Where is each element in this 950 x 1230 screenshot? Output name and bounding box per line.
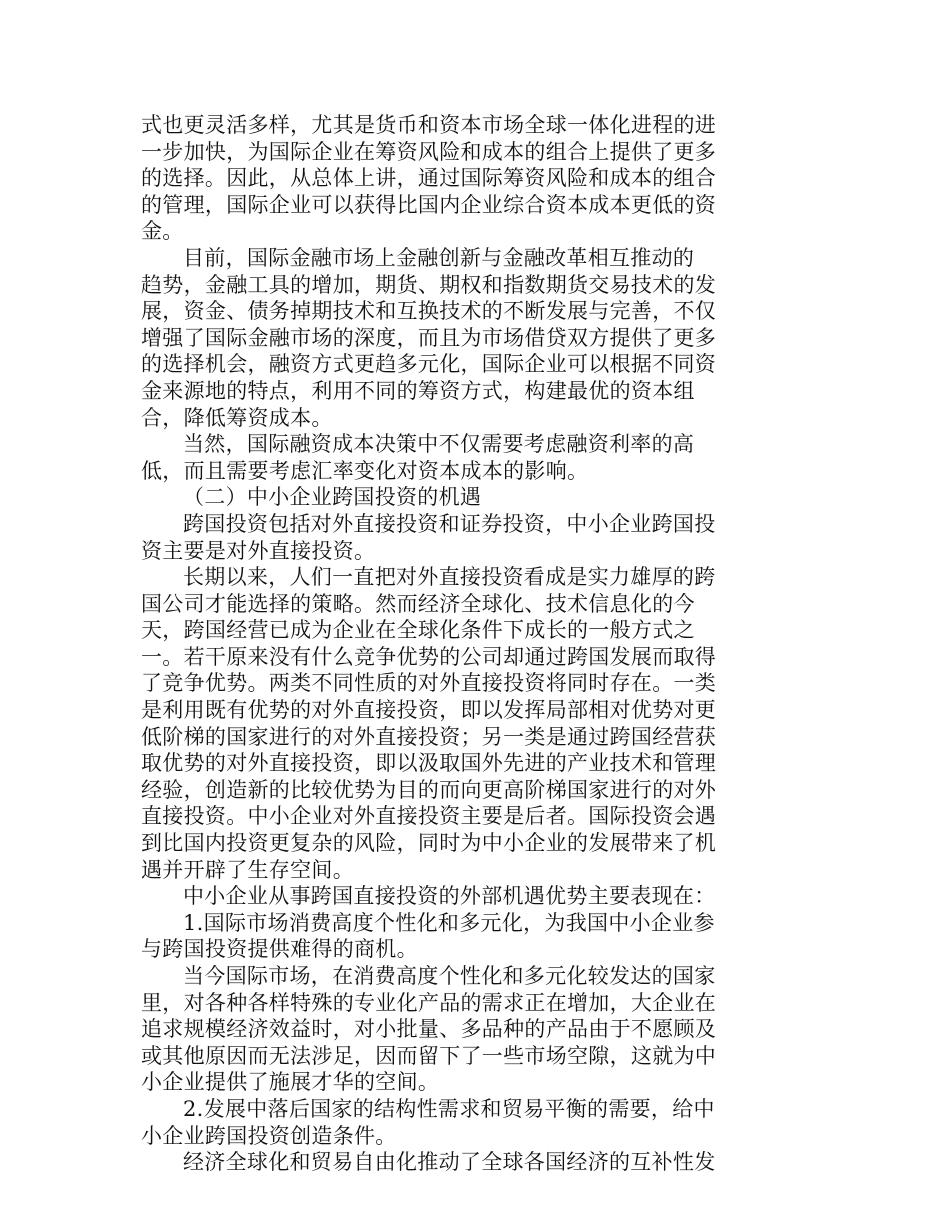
paragraph-line: 与跨国投资提供难得的商机。 — [141, 937, 418, 962]
paragraph-first-line: 目前，国际金融市场上金融创新与金融改革相互推动的 — [183, 245, 695, 270]
paragraph-first-line: （二）中小企业跨国投资的机遇 — [183, 485, 482, 510]
paragraph-line: 里，对各种各样特殊的专业化产品的需求正在增加，大企业在 — [141, 990, 717, 1015]
paragraph-first-line: 1.国际市场消费高度个性化和多元化，为我国中小企业参 — [183, 910, 715, 935]
paragraph-line: 的选择机会，融资方式更趋多元化，国际企业可以根据不同资 — [141, 352, 717, 377]
paragraph-line: 资主要是对外直接投资。 — [141, 538, 376, 563]
paragraph-line: 一步加快，为国际企业在筹资风险和成本的组合上提供了更多 — [141, 139, 717, 164]
paragraph-first-line: 中小企业从事跨国直接投资的外部机遇优势主要表现在： — [183, 884, 716, 909]
paragraph-first-line: 当今国际市场，在消费高度个性化和多元化较发达的国家 — [183, 964, 716, 988]
paragraph-line: 小企业提供了施展才华的空间。 — [141, 1070, 440, 1095]
paragraph-line: 的管理，国际企业可以获得比国内企业综合资本成本更低的资 — [141, 192, 717, 217]
paragraph-line: 了竞争优势。两类不同性质的对外直接投资将同时存在。一类 — [141, 671, 717, 696]
paragraph-line: 的选择。因此，从总体上讲，通过国际筹资风险和成本的组合 — [141, 166, 717, 191]
paragraph-line: 低，而且需要考虑汇率变化对资本成本的影响。 — [141, 458, 589, 483]
paragraph-line: 展，资金、债务掉期技术和互换技术的不断发展与完善，不仅 — [141, 299, 717, 324]
document-body — [141, 112, 741, 1176]
paragraph-line: 金。 — [141, 219, 184, 244]
paragraph-line: 低阶梯的国家进行的对外直接投资；另一类是通过跨国经营获 — [141, 724, 717, 749]
paragraph-line: 天，跨国经营已成为企业在全球化条件下成长的一般方式之 — [141, 618, 695, 643]
paragraph-first-line: 长期以来，人们一直把对外直接投资看成是实力雄厚的跨 — [183, 565, 716, 590]
paragraph-line: 或其他原因而无法涉足，因而留下了一些市场空隙，这就为中 — [141, 1043, 717, 1068]
paragraph-first-line: 跨国投资包括对外直接投资和证券投资，中小企业跨国投 — [183, 511, 716, 536]
paragraph-line: 小企业跨国投资创造条件。 — [141, 1123, 397, 1148]
paragraph-line: 遇并开辟了生存空间。 — [141, 857, 354, 882]
paragraph-line: 金来源地的特点，利用不同的筹资方式，构建最优的资本组 — [141, 378, 695, 403]
paragraph-line: 一。若干原来没有什么竞争优势的公司却通过跨国发展而取得 — [141, 644, 717, 669]
paragraph-line: 合，降低筹资成本。 — [141, 405, 333, 430]
paragraph-line: 直接投资。中小企业对外直接投资主要是后者。国际投资会遇 — [141, 804, 717, 829]
paragraph-line: 趋势，金融工具的增加，期货、期权和指数期货交易技术的发 — [141, 272, 717, 297]
paragraph-line: 取优势的对外直接投资，即以汲取国外先进的产业技术和管理 — [141, 751, 717, 776]
paragraph-line: 式也更灵活多样，尤其是货币和资本市场全球一体化进程的进 — [141, 113, 717, 137]
paragraph-line: 是利用既有优势的对外直接投资，即以发挥局部相对优势对更 — [141, 698, 717, 723]
paragraph-first-line: 经济全球化和贸易自由化推动了全球各国经济的互补性发 — [183, 1150, 716, 1175]
paragraph-line: 到比国内投资更复杂的风险，同时为中小企业的发展带来了机 — [141, 831, 717, 856]
paragraph-line: 经验，创造新的比较优势为目的而向更高阶梯国家进行的对外 — [141, 777, 717, 802]
paragraph-first-line: 当然，国际融资成本决策中不仅需要考虑融资利率的高 — [183, 432, 695, 457]
paragraph-line: 追求规模经济效益时，对小批量、多品种的产品由于不愿顾及 — [141, 1017, 717, 1042]
paragraph-first-line: 2.发展中落后国家的结构性需求和贸易平衡的需要，给中 — [183, 1096, 715, 1121]
paragraph-line: 增强了国际金融市场的深度，而且为市场借贷双方提供了更多 — [141, 325, 717, 350]
paragraph-line: 国公司才能选择的策略。然而经济全球化、技术信息化的今 — [141, 591, 695, 616]
